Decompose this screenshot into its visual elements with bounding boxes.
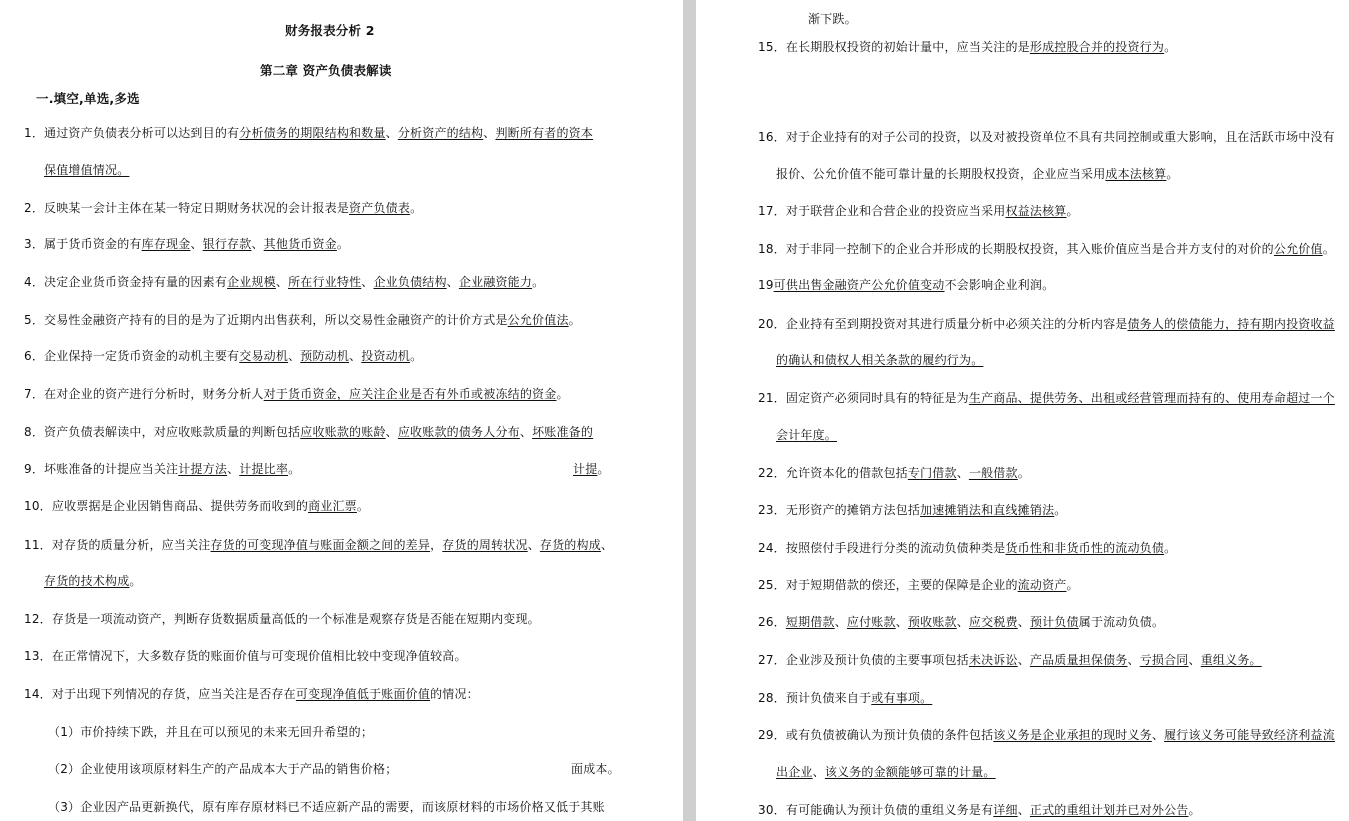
underlined-answer: 判断所有者的资本	[495, 126, 594, 140]
text-segment: 渐下跌。	[808, 12, 857, 26]
right-text-line	[758, 316, 1335, 332]
underlined-answer: 商业汇票	[308, 499, 357, 513]
right-text-line	[758, 802, 1201, 818]
left-text-line	[571, 761, 620, 777]
text-segment: 。	[410, 201, 423, 215]
underlined-answer: 保值增值情况。	[44, 163, 130, 177]
underlined-answer: 流动资产	[1017, 578, 1067, 592]
right-text-line	[758, 129, 1335, 145]
underlined-answer: 存货的可变现净值与账面金额之间的差异	[210, 538, 431, 552]
underlined-answer: 履行该义务可能导致经济利益流	[1164, 728, 1335, 742]
left-text-line	[24, 686, 479, 702]
text-segment: 的情况：	[430, 687, 479, 701]
underlined-answer: 存货的技术构成	[44, 574, 130, 588]
text-segment: 14．对于出现下列情况的存货，应当关注是否存在	[24, 687, 296, 701]
text-segment: 、	[1017, 615, 1030, 629]
underlined-answer: 预计负债	[1029, 615, 1079, 629]
text-segment: 、	[1151, 728, 1165, 742]
text-segment: 、	[812, 765, 825, 779]
right-text-line	[758, 203, 1079, 219]
text-segment: 、	[385, 425, 398, 439]
text-segment: 23．无形资产的摊销方法包括	[758, 503, 921, 517]
text-segment: 13．在正常情况下，大多数存货的账面价值与可变现价值相比较中变现净值较高。	[24, 649, 467, 663]
text-segment: 、	[288, 349, 301, 363]
text-segment: 。	[1166, 167, 1179, 181]
right-text-line	[758, 390, 1335, 406]
text-segment: 报价、公允价值不能可靠计量的长期股权投资，企业应当采用	[776, 167, 1106, 181]
text-segment: 、	[1017, 653, 1030, 667]
left-text-line	[24, 498, 369, 514]
text-segment: 、	[483, 126, 496, 140]
text-segment: 1．通过资产负债表分析可以达到目的有	[24, 126, 240, 140]
underlined-answer: 预防动机	[300, 349, 350, 363]
underlined-answer: 资产负债表	[349, 201, 411, 215]
text-segment: 、	[361, 275, 374, 289]
text-segment: 。	[556, 387, 569, 401]
left-text-line	[24, 125, 593, 141]
right-text-line	[758, 540, 1176, 556]
text-segment: （3）企业因产品更新换代，原有库存原材料已不适应新产品的需要，而该原材料的市场价格又低于其账	[48, 800, 605, 814]
underlined-answer: 投资动机	[361, 349, 411, 363]
underlined-answer: 该义务的金额能够可靠的计量	[824, 765, 984, 779]
underlined-answer: 债务人的偿债能力，持有期内投资收益	[1127, 317, 1335, 331]
left-text-line	[48, 724, 373, 740]
left-text-line	[48, 799, 605, 815]
underlined-answer: 权益法核算	[1005, 204, 1067, 218]
underlined-answer: 形成控股合并的投资行为	[1029, 40, 1165, 54]
text-segment: 27．企业涉及预计负债的主要事项包括	[758, 653, 969, 667]
text-segment: 15．在长期股权投资的初始计量中，应当关注的是	[758, 40, 1030, 54]
text-segment: ，	[430, 538, 443, 552]
right-text-line	[776, 352, 983, 368]
text-segment: 。	[1066, 204, 1079, 218]
underlined-answer: 成本法核算	[1105, 167, 1167, 181]
underlined-answer: 重组义务	[1200, 653, 1250, 667]
right-text-line	[758, 690, 932, 706]
left-text-line	[24, 274, 544, 290]
underlined-answer: 企业规模	[227, 275, 276, 289]
text-segment: 、	[600, 538, 614, 552]
underlined-answer: 应收账款的债务人分布	[397, 425, 520, 439]
underlined-answer: 一般借款	[968, 466, 1018, 480]
text-segment: 21．固定资产必须同时具有的特征是为	[758, 391, 969, 405]
right-text-line	[758, 277, 1054, 293]
text-segment: （1）市价持续下跌，并且在可以预见的未来无回升希望的；	[48, 725, 374, 739]
right-text-line	[758, 502, 1066, 518]
underlined-answer: 预收账款	[907, 615, 957, 629]
text-segment: 12．存货是一项流动资产，判断存货数据质量高低的一个标准是观察存货是否能在短期内变现。	[24, 612, 540, 626]
text-segment: 、	[1017, 803, 1030, 817]
document-title: 财务报表分析 2	[285, 23, 375, 38]
text-segment: 。	[1188, 803, 1201, 817]
underlined-answer: 。	[983, 765, 996, 779]
text-segment: 25．对于短期借款的偿还，主要的保障是企业的	[758, 578, 1018, 592]
underlined-answer: 存货的构成	[539, 538, 601, 552]
underlined-answer: 出企业	[776, 765, 813, 779]
left-text-line	[24, 348, 422, 364]
text-segment: 。	[1066, 578, 1079, 592]
underlined-answer: 正式的重组计划并已对外公告	[1029, 803, 1189, 817]
right-text-line	[758, 241, 1335, 257]
right-text-line	[776, 166, 1179, 182]
underlined-answer: 其他货币资金	[263, 237, 337, 251]
text-segment: 26．	[758, 615, 786, 629]
underlined-answer: 银行存款	[202, 237, 252, 251]
underlined-answer: 存货的周转状况	[442, 538, 528, 552]
underlined-answer: 。	[1249, 653, 1262, 667]
left-text-line	[573, 461, 610, 477]
left-text-line	[44, 573, 142, 589]
text-segment: 、	[895, 615, 908, 629]
underlined-answer: 产品质量担保债务	[1029, 653, 1128, 667]
text-segment: （2）企业使用该项原材料生产的产品成本大于产品的销售价格；	[48, 762, 398, 776]
underlined-answer: 公允价值法	[507, 313, 569, 327]
underlined-answer: 企业融资能力	[458, 275, 533, 289]
text-segment: 。	[410, 349, 423, 363]
left-text-line	[24, 424, 593, 440]
right-text-line	[758, 652, 1262, 668]
text-segment: 30．有可能确认为预计负债的重组义务是有	[758, 803, 994, 817]
text-segment: 。	[129, 574, 142, 588]
text-segment: 17．对于联营企业和合营企业的投资应当采用	[758, 204, 1006, 218]
underlined-answer: 分析债务的期限结构和数量	[239, 126, 386, 140]
text-segment: 8．资产负债表解读中，对应收账款质量的判断包括	[24, 425, 301, 439]
text-segment: 2．反映某一会计主体在某一特定日期财务状况的会计报表是	[24, 201, 350, 215]
underlined-answer: 亏损合同	[1139, 653, 1189, 667]
underlined-answer: 企业负债结构	[373, 275, 447, 289]
page-gutter	[683, 0, 696, 821]
underlined-answer: 公允价值	[1273, 242, 1323, 256]
text-segment: 、	[275, 275, 289, 289]
left-text-line	[24, 461, 300, 477]
text-segment: 18．对于非同一控制下的企业合并形成的长期股权投资，其入账价值应当是合并方支付的对价的	[758, 242, 1274, 256]
chapter-heading: 第二章 资产负债表解读	[260, 63, 392, 78]
text-segment: 、	[190, 237, 203, 251]
underlined-answer: 货币性和非货币性的流动负债	[1005, 541, 1165, 555]
text-segment: 3．属于货币资金的有	[24, 237, 142, 251]
text-segment: 。	[288, 462, 301, 476]
left-text-line	[24, 537, 613, 553]
underlined-answer: 库存现金	[141, 237, 191, 251]
text-segment: 20．企业持有至到期投资对其进行质量分析中必须关注的分析内容是	[758, 317, 1128, 331]
left-text-line	[24, 200, 422, 216]
underlined-answer: 生产商品、提供劳务、出租或经营管理而持有的、使用寿命超过一个	[968, 391, 1335, 405]
text-segment: 。	[356, 499, 370, 513]
text-segment: 、	[251, 237, 264, 251]
left-text-line	[24, 611, 540, 627]
text-segment: 。	[597, 462, 610, 476]
right-text-line	[808, 11, 857, 27]
text-segment: 22．允许资本化的借款包括	[758, 466, 908, 480]
right-text-line	[758, 465, 1030, 481]
text-segment: 6．企业保持一定货币资金的动机主要有	[24, 349, 240, 363]
right-text-line	[758, 577, 1079, 593]
text-segment: 5．交易性金融资产持有的目的是为了近期内出售获利，所以交易性金融资产的计价方式是	[24, 313, 508, 327]
text-segment: 、	[446, 275, 459, 289]
underlined-answer: 计提比率	[239, 462, 289, 476]
text-segment: 属于流动负债。	[1078, 615, 1165, 629]
text-segment: 、	[834, 615, 847, 629]
text-segment: 24．按照偿付手段进行分类的流动负债种类是	[758, 541, 1006, 555]
underlined-answer: 交易动机	[239, 349, 289, 363]
text-segment: 。	[1164, 541, 1177, 555]
underlined-answer: 或有事项	[871, 691, 921, 705]
text-segment: 。	[336, 237, 350, 251]
text-segment: 7．在对企业的资产进行分析时，财务分析人	[24, 387, 264, 401]
underlined-answer: 分析资产的结构	[397, 126, 484, 140]
text-segment: 、	[1188, 653, 1201, 667]
text-segment: 10．应收票据是企业因销售商品、提供劳务而收到的	[24, 499, 309, 513]
underlined-answer: 。	[920, 691, 933, 705]
text-segment: 。	[1164, 40, 1177, 54]
section-heading: 一.填空,单选,多选	[36, 91, 140, 106]
left-text-line	[24, 386, 569, 402]
left-text-line	[24, 648, 467, 664]
underlined-answer: 会计年度。	[776, 428, 838, 442]
text-segment: 、	[519, 425, 533, 439]
underlined-answer: 应交税费	[968, 615, 1018, 629]
underlined-answer: 的确认和债权人相关条款的履约行为。	[776, 353, 984, 367]
text-segment: 。	[1322, 242, 1335, 256]
underlined-answer: 加速摊销法和直线摊销法	[920, 503, 1055, 517]
text-segment: 28．预计负债来自于	[758, 691, 872, 705]
text-segment: 不会影响企业利润。	[944, 278, 1055, 292]
right-page	[696, 0, 1349, 821]
text-segment: 。	[532, 275, 545, 289]
text-segment: 、	[227, 462, 240, 476]
text-segment: 、	[349, 349, 362, 363]
left-text-line	[48, 761, 397, 777]
text-segment: 11．对存货的质量分析，应当关注	[24, 538, 211, 552]
text-segment: 。	[1054, 503, 1067, 517]
text-segment: 19	[758, 278, 774, 292]
right-text-line	[758, 614, 1164, 630]
text-segment: 。	[1017, 466, 1030, 480]
underlined-answer: 所在行业特性	[288, 275, 362, 289]
text-segment: 、	[956, 615, 969, 629]
left-text-line	[44, 162, 129, 178]
text-segment: 。	[568, 313, 581, 327]
underlined-answer: 应收账款的账龄	[300, 425, 386, 439]
text-segment: 面成本。	[571, 762, 620, 776]
text-segment: 、	[385, 126, 398, 140]
text-segment: 、	[956, 466, 969, 480]
underlined-answer: 可供出售金融资产公允价值变动	[773, 278, 945, 292]
underlined-answer: 该义务是企业承担的现时义务	[993, 728, 1152, 742]
right-text-line	[758, 39, 1176, 55]
underlined-answer: 未决诉讼	[968, 653, 1018, 667]
underlined-answer: 对于货币资金，应关注企业是否有外币或被冻结的资金	[263, 387, 557, 401]
text-segment: 29．或有负债被确认为预计负债的条件包括	[758, 728, 994, 742]
underlined-answer: 短期借款	[785, 615, 835, 629]
underlined-answer: 详细	[993, 803, 1018, 817]
left-text-line	[24, 236, 349, 252]
text-segment: 、	[1127, 653, 1140, 667]
underlined-answer: 坏账准备的	[532, 425, 594, 439]
right-text-line	[776, 764, 996, 780]
underlined-answer: 计提方法	[178, 462, 228, 476]
underlined-answer: 计提	[573, 462, 598, 476]
text-segment: 、	[527, 538, 540, 552]
text-segment: 4．决定企业货币资金持有量的因素有	[24, 275, 228, 289]
right-text-line	[758, 727, 1335, 743]
right-text-line	[776, 427, 837, 443]
underlined-answer: 可变现净值低于账面价值	[295, 687, 431, 701]
text-segment: 9．坏账准备的计提应当关注	[24, 462, 179, 476]
left-text-line	[24, 312, 581, 328]
underlined-answer: 专门借款	[907, 466, 957, 480]
underlined-answer: 应付账款	[846, 615, 896, 629]
text-segment: 16．对于企业持有的对子公司的投资，以及对被投资单位不具有共同控制或重大影响，且在活跃市场中没有	[758, 130, 1335, 144]
